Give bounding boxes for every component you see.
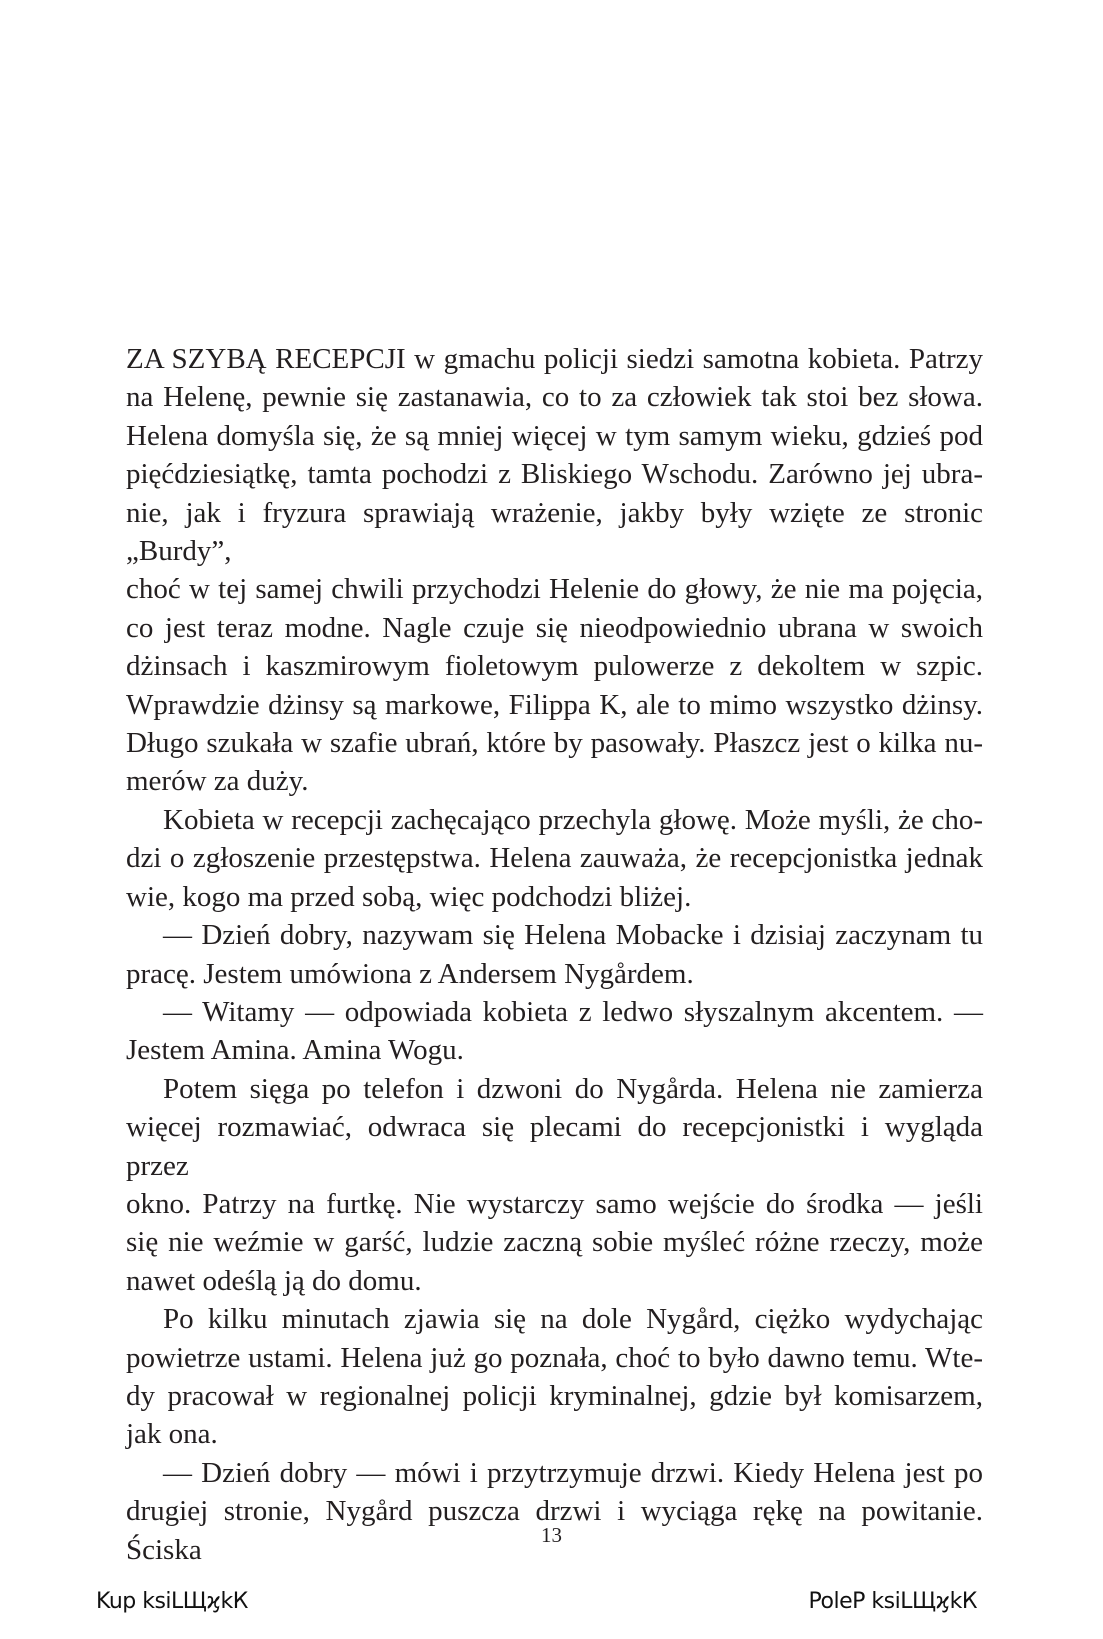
- text-line: się nie weźmie w garść, ludzie zaczną sobie myśleć różne rzeczy, może: [126, 1226, 983, 1259]
- page-number: 13: [541, 1523, 562, 1547]
- text-line: dzi o zgłoszenie przestępstwa. Helena zauważa, że recepcjonistka jednak: [126, 842, 983, 875]
- text-line: — Dzień dobry, nazywam się Helena Mobacke i dzisiaj zaczynam tu: [163, 919, 983, 952]
- text-line: nie, jak i fryzura sprawiają wrażenie, jakby były wzięte ze stronic „Burdy”,: [126, 496, 983, 568]
- text-line: Kobieta w recepcji zachęcająco przechyla głowę. Może myśli, że cho-: [163, 803, 983, 836]
- text-line: ZA SZYBĄ RECEPCJI w gmachu policji siedzi samotna kobieta. Patrzy: [126, 343, 983, 375]
- text-line: — Witamy — odpowiada kobieta z ledwo słyszalnym akcentem. —: [163, 995, 983, 1028]
- buy-book-link[interactable]: Kup ksiLЩϗkК: [96, 1589, 248, 1614]
- text-line: pracę. Jestem umówiona z Andersem Nygårdem.: [126, 957, 694, 990]
- text-line: Po kilku minutach zjawia się na dole Nygård, ciężko wydychając: [163, 1303, 983, 1336]
- text-line: merów za duży.: [126, 765, 309, 798]
- text-line: drugiej stronie, Nygård puszcza drzwi i wyciąga rękę na powitanie. Ściska: [126, 1495, 983, 1566]
- text-line: co jest teraz modne. Nagle czuje się nieodpowiednio ubrana w swoich: [126, 611, 983, 644]
- paragraph: [126, 993, 983, 1070]
- text-line: Jestem Amina. Amina Wogu.: [126, 1034, 464, 1067]
- paragraph: [126, 801, 983, 916]
- text-line: nawet odeślą ją do domu.: [126, 1264, 422, 1297]
- text-line: powietrze ustami. Helena już go poznała, choć to było dawno temu. Wte-: [126, 1341, 983, 1374]
- paragraph: [126, 1300, 983, 1454]
- text-line: więcej rozmawiać, odwraca się plecami do recepcjonistki i wygląda przez: [126, 1111, 983, 1182]
- paragraph: [126, 1454, 983, 1569]
- paragraph: [126, 1070, 983, 1300]
- paragraph: [126, 340, 983, 801]
- text-line: choć w tej samej chwili przychodzi Helenie do głowy, że nie ma pojęcia,: [126, 573, 983, 606]
- text-line: dy pracował w regionalnej policji kryminalnej, gdzie był komisarzem,: [126, 1379, 983, 1412]
- text-line: Wprawdzie dżinsy są markowe, Filippa K, ale to mimo wszystko dżinsy.: [126, 688, 983, 721]
- recommend-book-link[interactable]: PoleР ksiLЩϗkК: [808, 1589, 977, 1614]
- text-line: na Helenę, pewnie się zastanawia, co to za człowiek tak stoi bez słowa.: [126, 381, 983, 414]
- body-text: [126, 340, 983, 1569]
- text-line: — Dzień dobry — mówi i przytrzymuje drzwi. Kiedy Helena jest po: [163, 1456, 983, 1489]
- text-line: okno. Patrzy na furtkę. Nie wystarczy samo wejście do środka — jeśli: [126, 1187, 983, 1220]
- paragraph: [126, 916, 983, 993]
- text-line: Długo szukała w szafie ubrań, które by pasowały. Płaszcz jest o kilka nu-: [126, 727, 983, 760]
- text-line: Potem sięga po telefon i dzwoni do Nygårda. Helena nie zamierza: [163, 1072, 983, 1105]
- text-line: dżinsach i kaszmirowym fioletowym pulowerze z dekoltem w szpic.: [126, 650, 983, 683]
- text-line: pięćdziesiątkę, tamta pochodzi z Bliskiego Wschodu. Zarówno jej ubra-: [126, 458, 983, 491]
- text-line: Helena domyśla się, że są mniej więcej w tym samym wieku, gdzieś pod: [126, 419, 983, 452]
- text-line: wie, kogo ma przed sobą, więc podchodzi bliżej.: [126, 880, 692, 913]
- text-line: jak ona.: [126, 1418, 218, 1451]
